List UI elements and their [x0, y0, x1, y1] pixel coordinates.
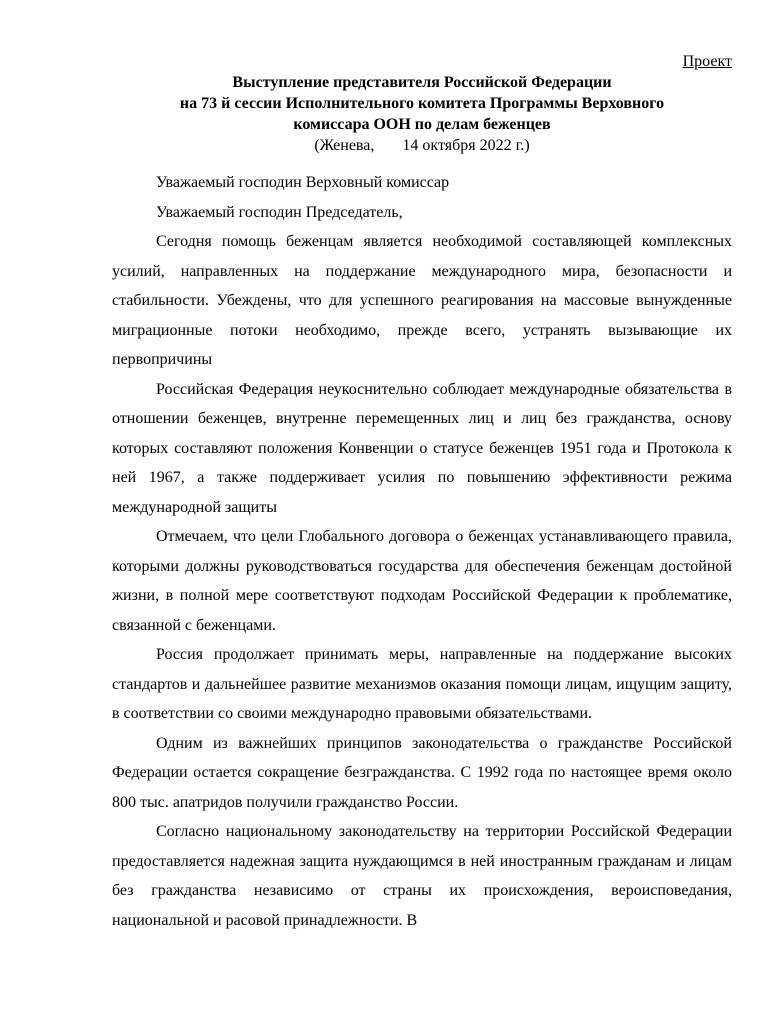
paragraph-3: Отмечаем, что цели Глобального договора о беженцах устанавливающего правила, которыми должны руководствоваться государства для обеспечения беженцам достойной жизни, в полной мере соответствуют подходам Российской Федерации к проблематике, связанной с беженцами.	[112, 528, 732, 634]
document-page	[112, 52, 732, 935]
title-line-2: на 73 й сессии Исполнительного комитета Программы Верховного	[179, 95, 665, 112]
paragraph-5: Одним из важнейших принципов законодательства о гражданстве Российской Федерации остается сокращение безгражданства. С 1992 года по настоящее время около 800 тыс. апатридов получили гражданство России.	[112, 734, 732, 811]
salutations	[112, 168, 732, 227]
paragraph-6: Согласно национальному законодательству на территории Российской Федерации предоставляется надежная защита нуждающимся в ней иностранным гражданам и лицам без гражданства независимо от страны их происхождения, вероисповедания, национальной и расовой принадлежности. В	[112, 823, 732, 929]
draft-label: Проект	[682, 53, 732, 70]
title-line-3: комиссара ООН по делам беженцев	[293, 116, 551, 133]
document-body	[112, 227, 732, 935]
salutation-commissioner: Уважаемый господин Верховный комиссар	[156, 174, 450, 191]
title-line-1: Выступление представителя Российской Федерации	[232, 74, 612, 91]
place-date: (Женева, 14 октября 2022 г.)	[314, 137, 530, 154]
salutation-chairman: Уважаемый господин Председатель,	[156, 203, 403, 221]
paragraph-2: Российская Федерация неукоснительно соблюдает международные обязательства в отношении беженцев, внутренне перемещенных лиц и лиц без гражданства, основу которых составляют положения Конвенции о статусе беженцев 1951 года и Протокола к ней 1967, а также поддерживает усилия по повышению эффективности режима международной защиты	[112, 380, 732, 516]
paragraph-4: Россия продолжает принимать меры, направленные на поддержание высоких стандартов и дальнейшее развитие механизмов оказания помощи лицам, ищущим защиту, в соответствии со своими международно правовыми обязательствами.	[112, 646, 732, 722]
document-title	[112, 72, 732, 135]
paragraph-1: Сегодня помощь беженцам является необходимой составляющей комплексных усилий, направленных на поддержание международного мира, безопасности и стабильности. Убеждены, что для успешного реагирования на массовые вынужденные миграционные потоки необходимо, прежде всего, устранять вызывающие их первопричины	[112, 233, 732, 368]
